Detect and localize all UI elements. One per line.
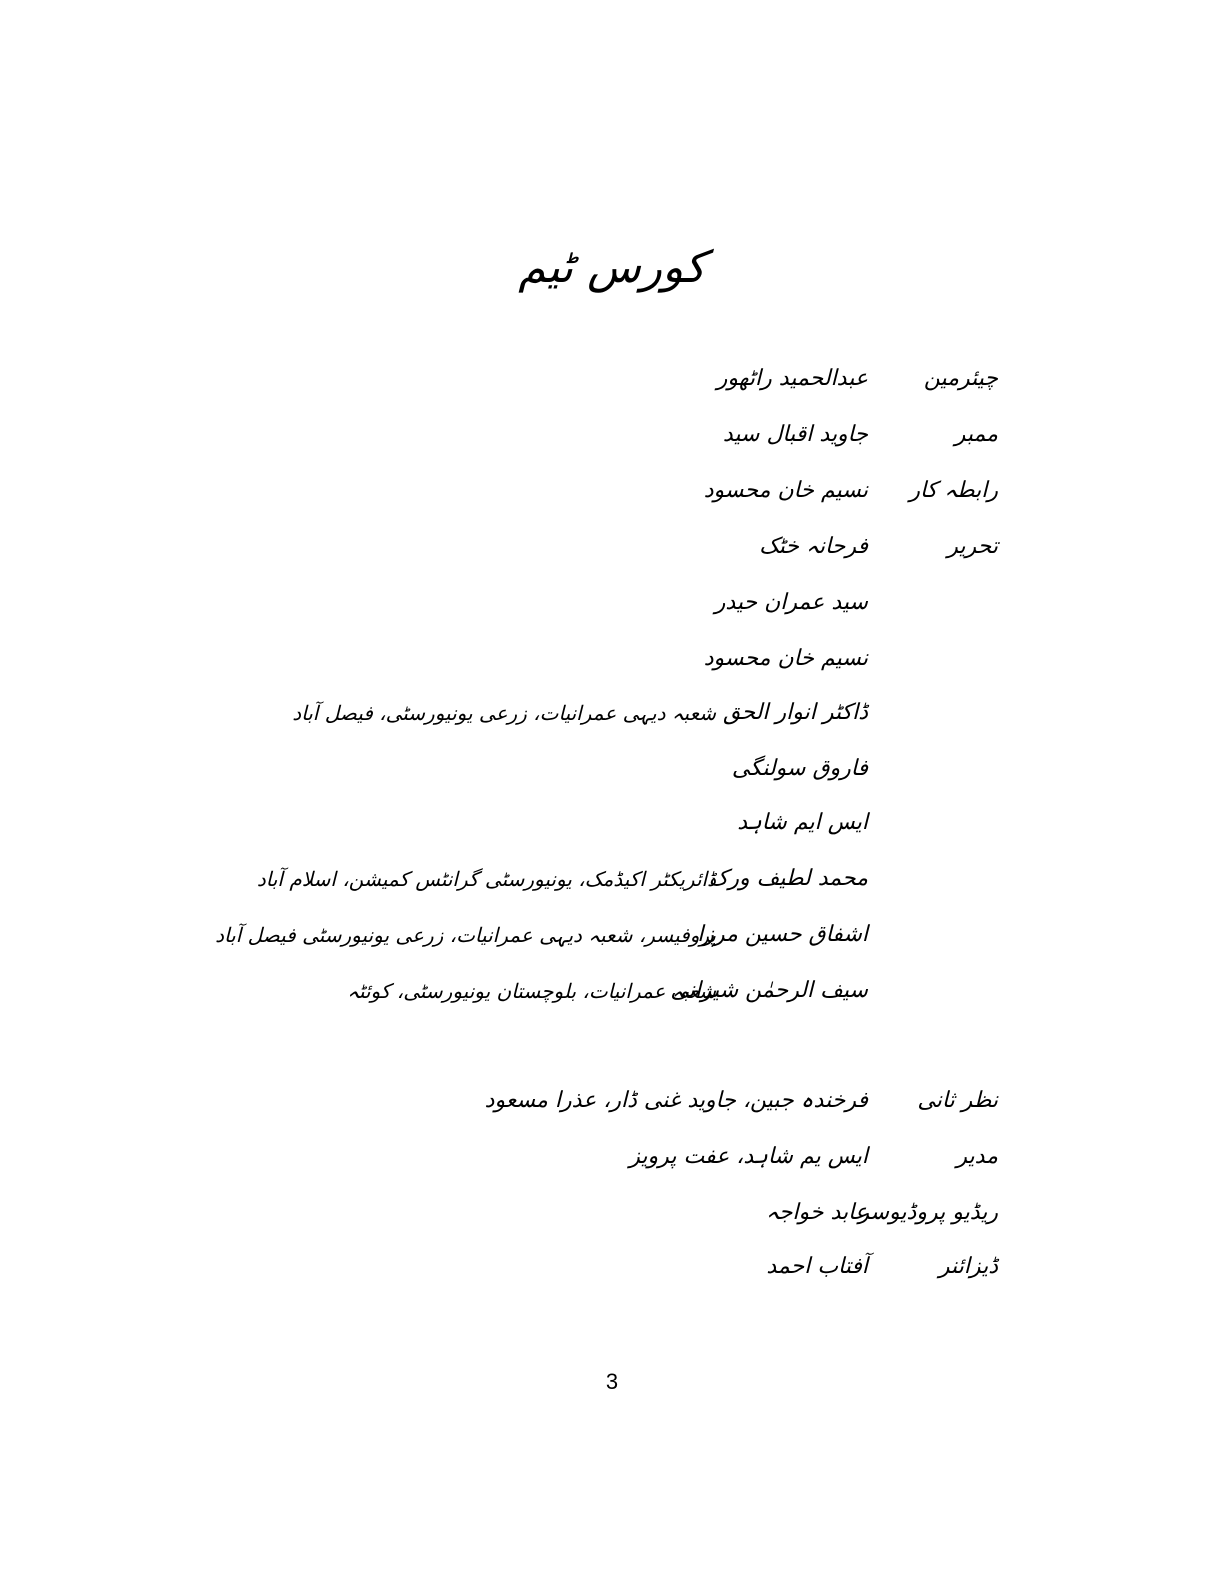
team-row-writer xyxy=(0,632,1224,686)
team-row-writer xyxy=(0,520,1224,574)
team-name: جاوید اقبال سید xyxy=(722,422,868,447)
team-name: فاروق سولنگی xyxy=(731,756,868,781)
production-row-designer xyxy=(0,1240,1224,1294)
production-role: ڈیزائنر xyxy=(938,1254,998,1279)
team-row-writer xyxy=(0,796,1224,850)
page-title: کورس ٹیم xyxy=(518,242,706,293)
production-name: ایس یم شاہد، عفت پرویز xyxy=(629,1144,868,1169)
team-name: فرحانہ خٹک xyxy=(759,534,868,559)
team-row-chairman xyxy=(0,352,1224,406)
team-affiliation: شعبہ عمرانیات، بلوچستان یونیورسٹی، کوئٹہ xyxy=(347,979,716,1003)
team-affiliation: ڈائریکٹر اکیڈمک، یونیورسٹی گرانٹس کمیشن، اسلام آباد xyxy=(256,867,716,891)
team-row-writer xyxy=(0,686,1224,740)
team-row-writer xyxy=(0,852,1224,906)
production-row-radio-producer xyxy=(0,1186,1224,1240)
team-row-writer xyxy=(0,908,1224,962)
production-row-review xyxy=(0,1074,1224,1128)
production-row-editor xyxy=(0,1130,1224,1184)
team-role: چیئرمین xyxy=(923,366,998,391)
team-name: عبدالحمید راٹھور xyxy=(716,366,868,391)
production-role: نظر ثانی xyxy=(917,1088,998,1113)
page-number: 3 xyxy=(605,1369,619,1394)
team-row-writer xyxy=(0,964,1224,1018)
production-name: فرخندہ جبین، جاوید غنی ڈار، عذرا مسعود xyxy=(484,1088,868,1113)
team-name: سیف الرحمٰن شیرانی xyxy=(670,978,868,1003)
team-name: ڈاکٹر انوار الحق xyxy=(723,700,868,725)
team-name: محمد لطیف ورک xyxy=(708,866,868,891)
team-row-writer xyxy=(0,742,1224,796)
production-name: آفتاب احمد xyxy=(766,1254,868,1279)
team-name: اشفاق حسین مرزا xyxy=(697,922,868,947)
team-affiliation: پروفیسر، شعبہ دیہی عمرانیات، زرعی یونیورسٹی فیصل آباد xyxy=(215,923,716,947)
team-name: نسیم خان محسود xyxy=(703,646,868,671)
team-role: تحریر xyxy=(947,534,998,559)
team-row-member xyxy=(0,408,1224,462)
team-name: سید عمران حیدر xyxy=(714,590,868,615)
team-row-writer xyxy=(0,576,1224,630)
production-name: عابد خواجہ xyxy=(765,1200,868,1225)
production-role: مدیر xyxy=(956,1144,998,1169)
team-row-coordinator xyxy=(0,464,1224,518)
team-role: رابطہ کار xyxy=(909,478,998,503)
team-affiliation: شعبہ دیہی عمرانیات، زرعی یونیورسٹی، فیصل آباد xyxy=(292,701,716,725)
team-name: ایس ایم شاہد xyxy=(737,810,868,835)
production-role: ریڈیو پروڈیوسر xyxy=(858,1200,998,1225)
team-name: نسیم خان محسود xyxy=(703,478,868,503)
team-role: ممبر xyxy=(954,422,998,447)
